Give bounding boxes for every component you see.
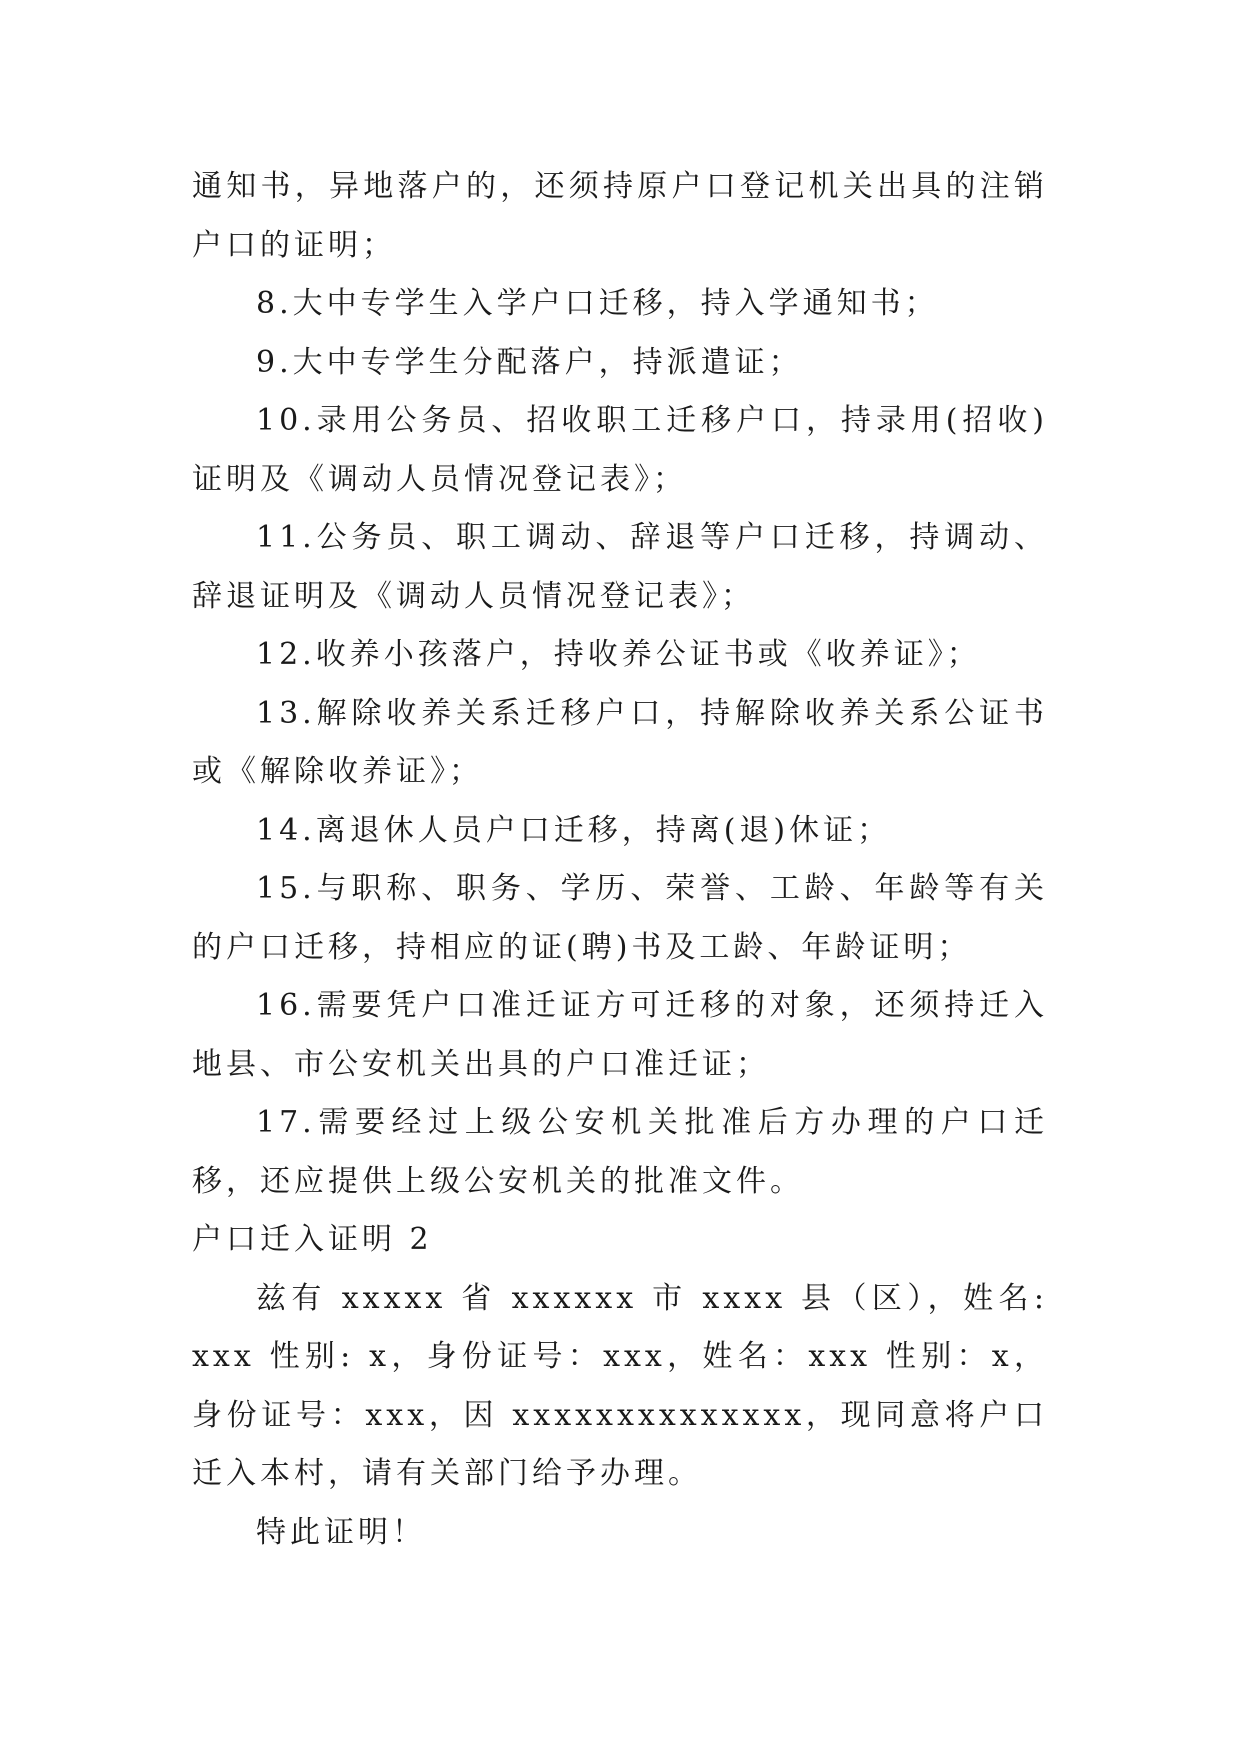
list-item-12: 12.收养小孩落户，持收养公证书或《收养证》； [256, 637, 981, 672]
document-body [192, 158, 1048, 1562]
list-item-17: 17.需要经过上级公安机关批准后方办理的户口迁移，还应提供上级公安机关的批准文件。 [192, 1105, 1048, 1199]
paragraph-continuation: 通知书，异地落户的，还须持原户口登记机关出具的注销户口的证明； [192, 169, 1048, 263]
list-item-13: 13.解除收养关系迁移户口，持解除收养关系公证书或《解除收养证》； [192, 695, 1048, 789]
list-item-10: 10.录用公务员、招收职工迁移户口，持录用(招收)证明及《调动人员情况登记表》； [192, 403, 1048, 497]
list-item-8: 8.大中专学生入学户口迁移，持入学通知书； [256, 286, 939, 321]
list-item-15: 15.与职称、职务、学历、荣誉、工龄、年龄等有关的户口迁移，持相应的证(聘)书及工龄、年龄证明； [192, 871, 1048, 965]
list-item-11: 11.公务员、职工调动、辞退等户口迁移，持调动、辞退证明及《调动人员情况登记表》； [192, 520, 1048, 614]
list-item-14: 14.离退休人员户口迁移，持离(退)休证； [256, 812, 892, 848]
certificate-closing: 特此证明！ [256, 1514, 426, 1550]
section-heading: 户口迁入证明 2 [192, 1222, 433, 1257]
certificate-body: 兹有 xxxxx 省 xxxxxx 市 xxxx 县（区），姓名: xxx 性别: x，身份证号：xxx，姓名：xxx 性别：x，身份证号：xxx，因 xxxxxxxxxxxxxx，现同意将户口迁入本村，请有关部门给予办理。 [192, 1280, 1048, 1491]
list-item-9: 9.大中专学生分配落户，持派遣证； [256, 344, 803, 380]
list-item-16: 16.需要凭户口准迁证方可迁移的对象，还须持迁入地县、市公安机关出具的户口准迁证； [192, 988, 1048, 1082]
